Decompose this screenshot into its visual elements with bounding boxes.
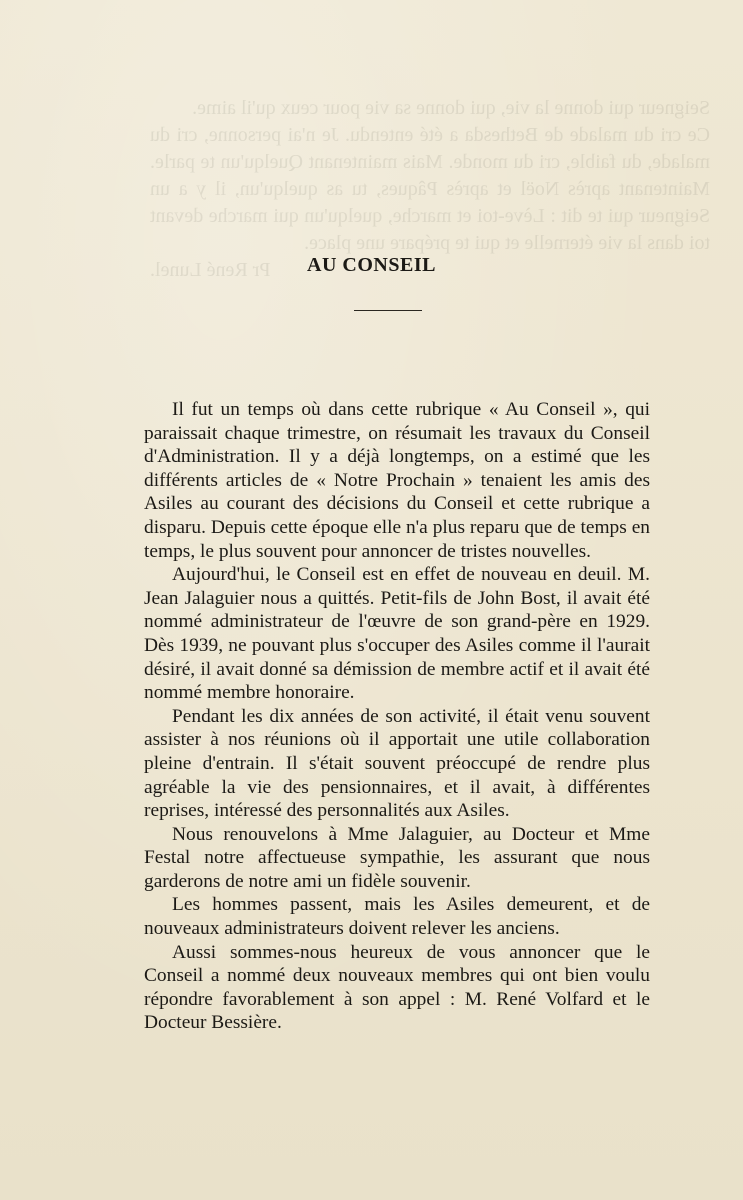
article-title: AU CONSEIL (307, 254, 436, 276)
paragraph: Les hommes passent, mais les Asiles demeurent, et de nouveaux administrateurs doivent relever les anciens. (144, 894, 650, 940)
paragraph: Nous renouvelons à Mme Jalaguier, au Docteur et Mme Festal notre affectueuse sympathie, les assurant que nous garderons de notre ami un fidèle souvenir. (144, 823, 650, 892)
bleed-through-line: Ce cri du malade de Bethesda a été entendu. Je n'ai personne, cri du malade, du faible, cri du monde. Mais maintenant Quelqu'un te parle. Maintenant après Noël et après Pâques, tu as quelqu'un, il y a un Seigneur qui te dit : Lève-toi et marche, quelqu'un qui marche devant toi dans la vie éternelle et qui te prépare une place. (150, 124, 710, 254)
bleed-through-signature: Pr René Lunel. (150, 259, 271, 281)
article-body (144, 398, 650, 1035)
title-divider (354, 310, 422, 311)
paragraph: Il fut un temps où dans cette rubrique « Au Conseil », qui paraissait chaque trimestre, on résumait les travaux du Conseil d'Administration. Il y a déjà longtemps, on a estimé que les différents articles de « Notre Prochain » tenaient les amis des Asiles au courant des décisions du Conseil et cette rubrique a disparu. Depuis cette époque elle n'a plus reparu que de temps en temps, le plus souvent pour annoncer de tristes nouvelles. (144, 399, 650, 562)
paragraph: Pendant les dix années de son activité, il était venu souvent assister à nos réunions où il apportait une utile collaboration pleine d'entrain. Il s'était souvent préoccupé de rendre plus agréable la vie des pensionnaires, et il avait, à différentes reprises, intéressé des personnalités aux Asiles. (144, 705, 650, 822)
paragraph: Aujourd'hui, le Conseil est en effet de nouveau en deuil. M. Jean Jalaguier nous a quittés. Petit-fils de John Bost, il avait été nommé administrateur de l'œuvre de son grand-père en 1929. Dès 1939, ne pouvant plus s'occuper des Asiles comme il l'aurait désiré, il avait donné sa démission de membre actif et il avait été nommé membre honoraire. (144, 564, 650, 704)
paragraph: Aussi sommes-nous heureux de vous annoncer que le Conseil a nommé deux nouveaux membres qui ont bien voulu répondre favorablement à son appel : M. René Volfard et le Docteur Bessière. (144, 941, 650, 1034)
bleed-through-line: Seigneur qui donne la vie, qui donne sa vie pour ceux qu'il aime. (192, 97, 710, 119)
